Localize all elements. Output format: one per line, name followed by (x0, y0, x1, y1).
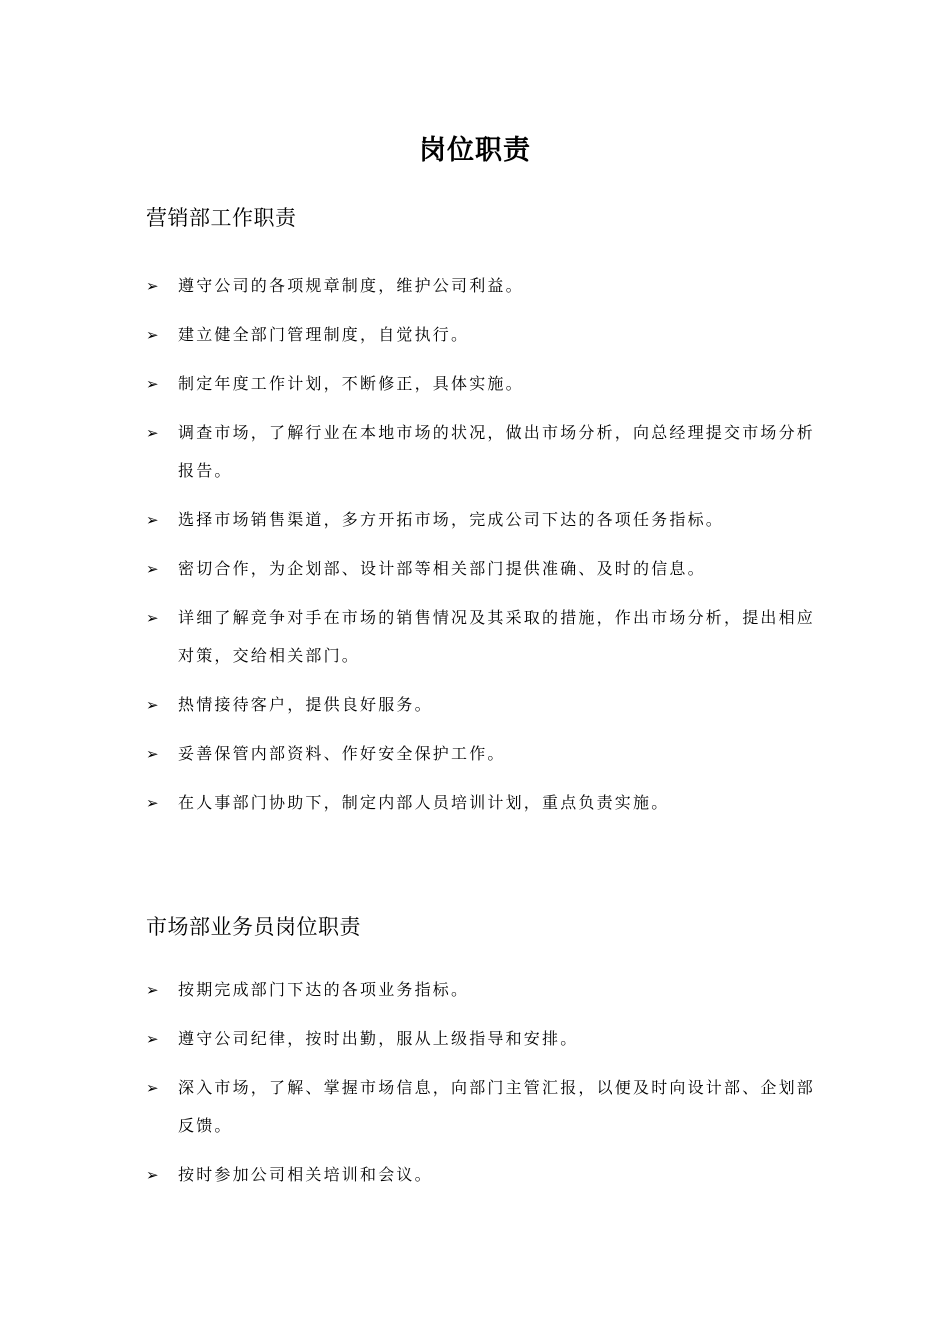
arrow-bullet-icon: ➢ (146, 424, 161, 442)
duty-item (146, 1156, 826, 1194)
duty-text: 详细了解竞争对手在市场的销售情况及其采取的措施，作出市场分析，提出相应对策，交给相关部门。 (178, 608, 816, 665)
arrow-bullet-icon: ➢ (146, 511, 161, 529)
arrow-bullet-icon: ➢ (146, 560, 161, 578)
duty-item (146, 735, 826, 773)
section-marketing-duties (146, 203, 826, 833)
duty-item (146, 971, 826, 1009)
duty-item (146, 784, 826, 822)
duty-item (146, 1020, 826, 1058)
duty-list (146, 267, 826, 822)
duty-text: 遵守公司纪律，按时出勤，服从上级指导和安排。 (178, 1029, 579, 1048)
arrow-bullet-icon: ➢ (146, 794, 161, 812)
duty-text: 遵守公司的各项规章制度，维护公司利益。 (178, 276, 524, 295)
duty-item (146, 267, 826, 305)
duty-item (146, 550, 826, 588)
duty-item (146, 316, 826, 354)
arrow-bullet-icon: ➢ (146, 1166, 161, 1184)
arrow-bullet-icon: ➢ (146, 1079, 161, 1097)
arrow-bullet-icon: ➢ (146, 375, 161, 393)
duty-item (146, 599, 826, 675)
arrow-bullet-icon: ➢ (146, 277, 161, 295)
duty-text: 制定年度工作计划，不断修正，具体实施。 (178, 374, 524, 393)
arrow-bullet-icon: ➢ (146, 609, 161, 627)
duty-text: 密切合作，为企划部、设计部等相关部门提供准确、及时的信息。 (178, 559, 706, 578)
duty-text: 按时参加公司相关培训和会议。 (178, 1165, 433, 1184)
duty-list (146, 971, 826, 1194)
arrow-bullet-icon: ➢ (146, 326, 161, 344)
arrow-bullet-icon: ➢ (146, 981, 161, 999)
section-heading: 市场部业务员岗位职责 (146, 915, 361, 939)
duty-item (146, 1069, 826, 1145)
duty-text: 在人事部门协助下，制定内部人员培训计划，重点负责实施。 (178, 793, 670, 812)
duty-item (146, 365, 826, 403)
section-heading: 营销部工作职责 (146, 206, 297, 230)
duty-item (146, 686, 826, 724)
duty-text: 热情接待客户，提供良好服务。 (178, 695, 433, 714)
duty-text: 调查市场，了解行业在本地市场的状况，做出市场分析，向总经理提交市场分析报告。 (178, 423, 816, 480)
arrow-bullet-icon: ➢ (146, 1030, 161, 1048)
duty-text: 妥善保管内部资料、作好安全保护工作。 (178, 744, 506, 763)
duty-item (146, 414, 826, 490)
duty-text: 选择市场销售渠道，多方开拓市场，完成公司下达的各项任务指标。 (178, 510, 725, 529)
duty-text: 按期完成部门下达的各项业务指标。 (178, 980, 470, 999)
duty-text: 深入市场，了解、掌握市场信息，向部门主管汇报，以便及时向设计部、企划部反馈。 (178, 1078, 816, 1135)
document-title: 岗位职责 (419, 135, 531, 166)
arrow-bullet-icon: ➢ (146, 696, 161, 714)
section-sales-rep-duties (146, 912, 826, 1205)
duty-item (146, 501, 826, 539)
arrow-bullet-icon: ➢ (146, 745, 161, 763)
duty-text: 建立健全部门管理制度，自觉执行。 (178, 325, 470, 344)
